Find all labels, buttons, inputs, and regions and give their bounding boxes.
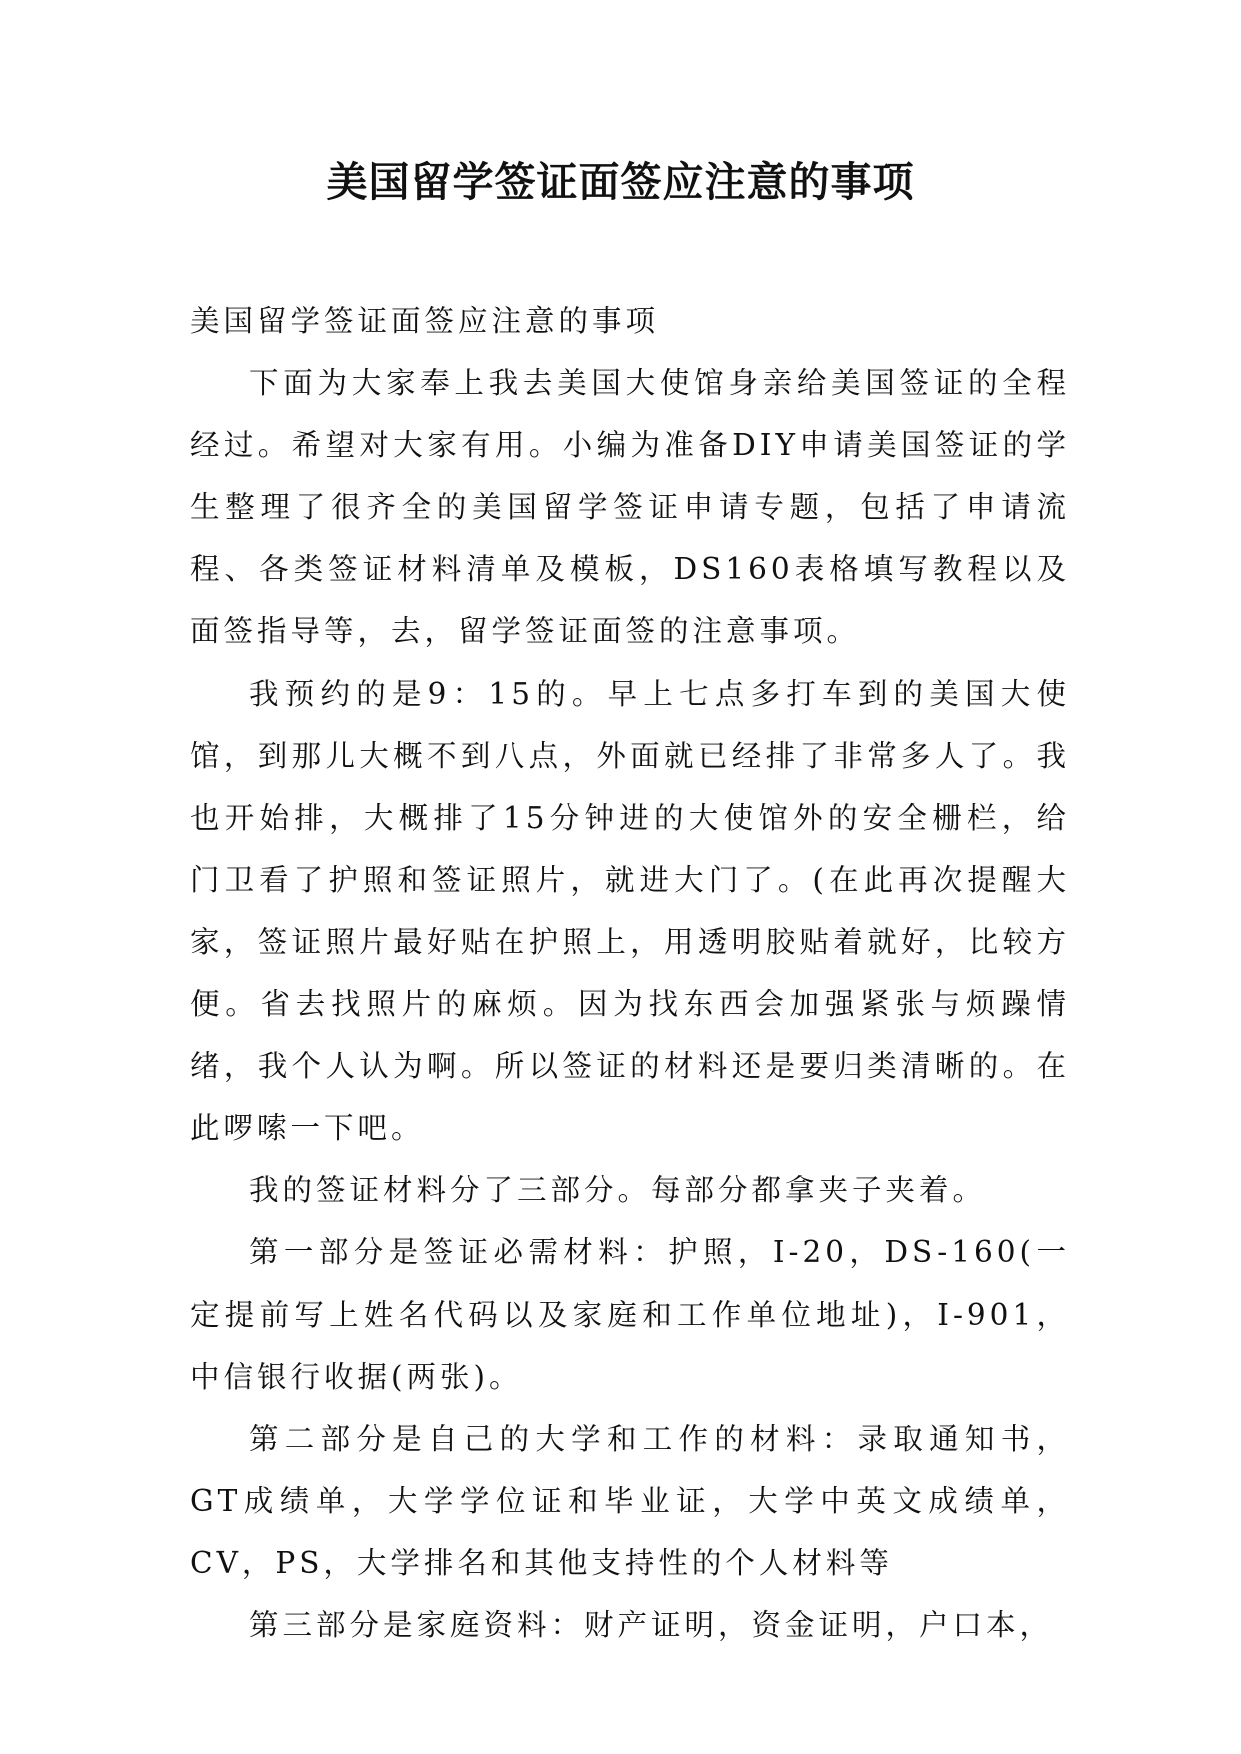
paragraph-subtitle: 美国留学签证面签应注意的事项: [190, 304, 660, 338]
paragraph: 第三部分是家庭资料：财产证明，资金证明，户口本，: [249, 1607, 1054, 1642]
paragraph: 下面为大家奉上我去美国大使馆身亲给美国签证的全程经过。希望对大家有用。小编为准备DIY申请美国签证的学生整理了很齐全的美国留学签证申请专题，包括了申请流程、各类签证材料清单及模板，DS160表格填写教程以及面签指导等，去，留学签证面签的注意事项。: [190, 366, 1070, 649]
document-title: 美国留学签证面签应注意的事项: [326, 158, 915, 206]
paragraph: 我的签证材料分了三部分。每部分都拿夹子夹着。: [249, 1173, 987, 1208]
paragraph: 第二部分是自己的大学和工作的材料：录取通知书，GT成绩单，大学学位证和毕业证，大学中英文成绩单，CV，PS，大学排名和其他支持性的个人材料等: [190, 1421, 1070, 1580]
paragraph: 第一部分是签证必需材料：护照，I-20，DS-160(一定提前写上姓名代码以及家庭和工作单位地址)，I-901，中信银行收据(两张)。: [190, 1235, 1070, 1394]
paragraph: 我预约的是9：15的。早上七点多打车到的美国大使馆，到那儿大概不到八点，外面就已经排了非常多人了。我也开始排，大概排了15分钟进的大使馆外的安全栅栏，给门卫看了护照和签证照片，就进大门了。(在此再次提醒大家，签证照片最好贴在护照上，用透明胶贴着就好，比较方便。省去找照片的麻烦。因为找东西会加强紧张与烦躁情绪，我个人认为啊。所以签证的材料还是要归类清晰的。在此啰嗦一下吧。: [190, 676, 1070, 1146]
document-body: [190, 290, 1070, 1656]
